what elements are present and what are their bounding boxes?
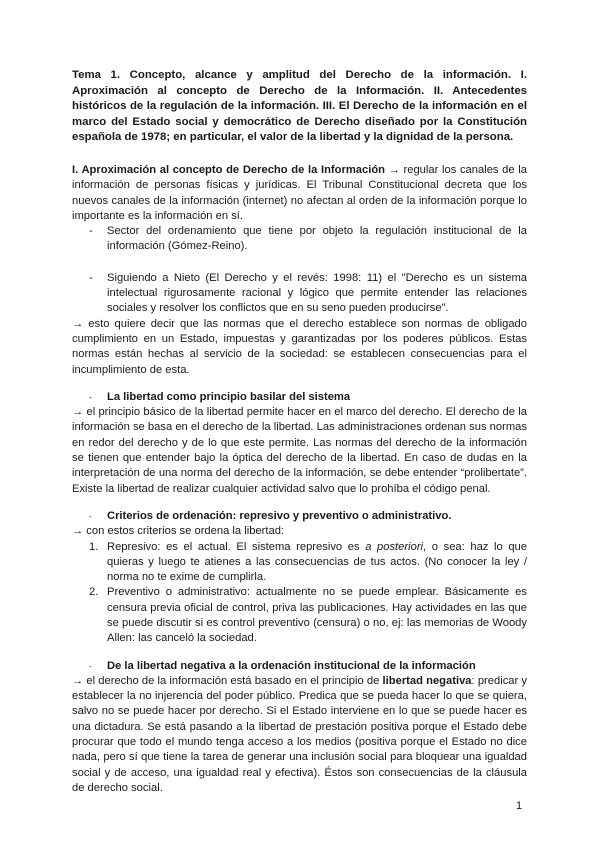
dash-marker: -: [89, 661, 92, 671]
document-page: [72, 68, 527, 796]
dash-marker: -: [89, 225, 93, 238]
section-1-paragraph: [72, 163, 527, 224]
definition-gomez-reino: Sector del ordenamiento que tiene por objeto la regulación institucional de la información (Gómez-Reino).: [107, 225, 527, 253]
libertad-paragraph: → el principio básico de la libertad permite hacer en el marco del derecho. El derecho de la información se basa en el derecho de la libertad. Las administraciones ordenan sus normas en redor del derecho y de lo que este permite. Las normas del derecho de la información se tienen que entender bajo la óptica del derecho de la libertad. En caso de dudas en la interpretación de una norma del derecho de la información, se debe entender “prolibertate”. Existe la libertad de realizar cualquier actividad salvo que lo prohíba el código penal.: [72, 406, 527, 495]
negativa-heading: De la libertad negativa a la ordenación institucional de la información: [107, 659, 476, 672]
represivo-text-b: , o sea: haz lo que quieras y luego te atienes a las consecuencias de tus actos. (No conocer la ley / norma no te exime de cumplirla.: [107, 540, 527, 584]
criterios-list: [72, 540, 527, 647]
negativa-text-a: → el derecho de la información está basado en el principio de: [72, 674, 383, 687]
represivo-text-a: Represivo: es el actual. El sistema represivo es: [107, 540, 366, 553]
list-item: [72, 224, 527, 255]
criterios-heading: Criterios de ordenación: represivo y preventivo o administrativo.: [107, 509, 452, 522]
page-number: 1: [516, 800, 523, 812]
negativa-heading-row: [72, 659, 527, 674]
negativa-text-b: : predicar y establecer la no injerencia del poder público. Predica que se pueda hacer lo que se quiera, salvo no se puede hacer por derecho. Si el Estado interviene en lo que se puede hacer es una dictadura. Se está pasando a la libertad de prestación positiva porque el Estado debe procurar que todo el mundo tenga acceso a los medios (positiva porque el Estado no dice nada, pero sí que tiene la tarea de generar una inclusión social para bloquear una igualdad social y de acceso, una igualdad real y efectiva). Éstos son consecuencias de la cláusula de derecho social.: [72, 674, 528, 794]
negativa-bold: libertad negativa: [382, 674, 472, 687]
represivo-emphasis: a posteriori: [365, 540, 424, 553]
topic-title-text: Concepto, alcance y amplitud del Derecho de la información. I. Aproximación al concepto de Derecho de la Información. II. Antecedentes históricos de la regulación de la información. III. El Derecho de la información en el marco del Estado social y democrático de Derecho diseñado por la Constitución española de 1978; en particular, el valor de la libertad y la dignidad de la persona.: [72, 69, 527, 144]
item-number: 1.: [89, 540, 99, 553]
item-number: 2.: [89, 586, 99, 599]
dash-marker: -: [89, 511, 92, 521]
preventivo-text: Preventivo o administrativo: actualmente no se puede emplear. Básicamente es censura previa oficial de control, priva las publicaciones. Hay actividades en las que se puede discutir si es control preventivo (censura) o no, ej: las memorias de Woody Allen: las canceló la sociedad.: [107, 586, 527, 645]
libertad-heading: La libertad como principio basilar del sistema: [107, 390, 351, 403]
dash-marker: -: [89, 271, 93, 284]
dash-marker: -: [89, 392, 92, 402]
document-title: [72, 68, 527, 146]
section-1-heading: I. Aproximación al concepto de Derecho de la Información: [72, 163, 385, 176]
definition-nieto: Siguiendo a Nieto (El Derecho y el revés: 1998: 11) el "Derecho es un sistema intelectual rigurosamente racional y lógico que permite entender las relaciones sociales y resolver los conflictos que en su seno pueden producirse".: [107, 271, 527, 315]
list-item: [72, 271, 527, 317]
criterios-intro: → con estos criterios se ordena la libertad:: [72, 525, 285, 538]
definition-list: [72, 224, 527, 316]
list-item: [72, 585, 527, 646]
libertad-heading-row: [72, 390, 527, 405]
topic-number: Tema 1.: [72, 69, 121, 81]
list-item: [72, 540, 527, 586]
section-1-explanation: → esto quiere decir que las normas que el derecho establece son normas de obligado cumplimiento en un Estado, impuestas y garantizadas por los poderes públicos. Estas normas están hechas al servicio de la sociedad: se establecen consecuencias para el incumplimiento de esta.: [72, 317, 527, 376]
negativa-paragraph: [72, 674, 527, 796]
criterios-heading-row: [72, 509, 527, 524]
section-1-intro: → regular los canales de la información de personas físicas y jurídicas. El Tribunal Constitucional decreta que los nuevos canales de la información (internet) no afectan al orden de la información porque lo importante es la información en sí.: [72, 163, 527, 222]
